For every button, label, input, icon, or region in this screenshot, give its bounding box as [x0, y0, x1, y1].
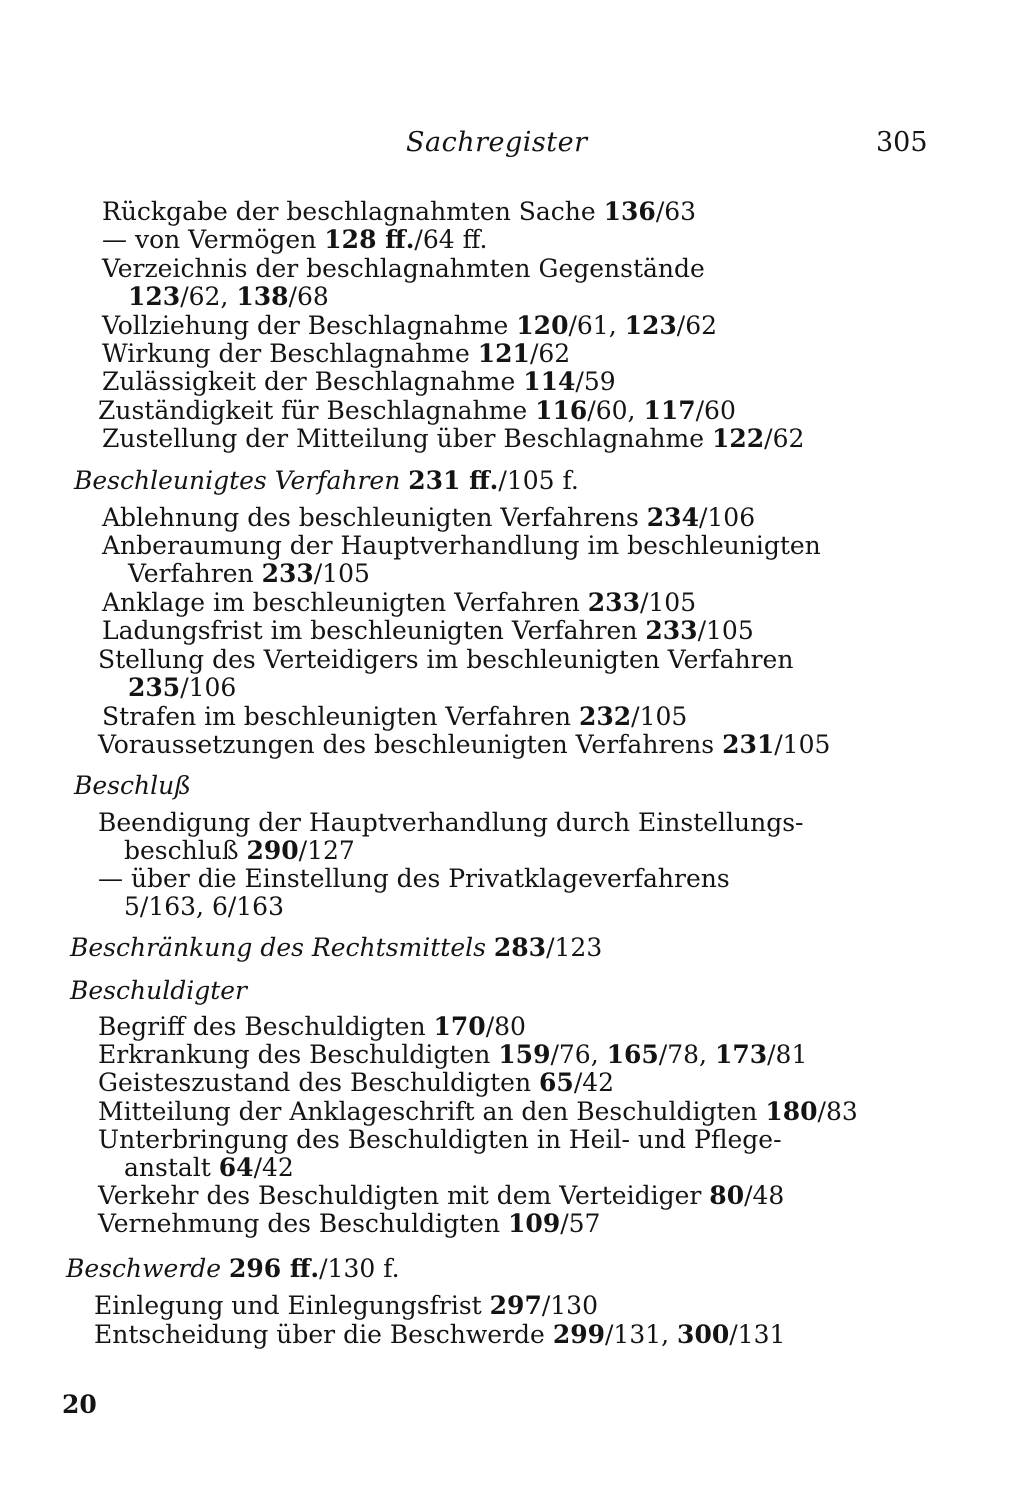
- index-entry: [102, 311, 717, 341]
- index-entry: [102, 503, 755, 533]
- paragraph-ref: 232: [578, 702, 632, 731]
- index-entry: [98, 1012, 526, 1042]
- entry-text: /62: [529, 339, 571, 368]
- paragraph-ref: 120: [516, 311, 569, 340]
- entry-text: /105: [313, 559, 370, 588]
- paragraph-ref: 117: [643, 396, 696, 425]
- entry-text: Verfahren: [128, 559, 262, 588]
- paragraph-ref: 233: [261, 559, 314, 588]
- index-entry: [102, 531, 821, 561]
- entry-text: /42: [253, 1153, 294, 1182]
- entry-text: /42: [573, 1068, 615, 1097]
- paragraph-ref: 233: [587, 588, 640, 617]
- entry-text: /105 f.: [498, 466, 579, 495]
- paragraph-ref: 296 ff.: [229, 1254, 320, 1283]
- entry-text: /59: [575, 367, 616, 396]
- entry-text: Beschränkung des Rechtsmittels: [70, 933, 494, 962]
- index-entry: [98, 396, 736, 426]
- entry-text: Strafen im beschleunigten Verfahren: [102, 702, 579, 731]
- entry-text: Einlegung und Einlegungsfrist: [94, 1291, 490, 1320]
- paragraph-ref: 128 ff.: [324, 225, 415, 254]
- index-entry: [98, 1125, 782, 1155]
- index-entry: [102, 254, 705, 284]
- entry-text: Erkrankung des Beschuldigten: [98, 1040, 499, 1069]
- entry-text: /105: [774, 730, 831, 759]
- paragraph-ref: 299: [552, 1320, 605, 1349]
- paragraph-ref: 180: [765, 1097, 818, 1126]
- running-title: Sachregister: [406, 127, 588, 158]
- index-entry: [98, 1209, 600, 1239]
- entry-text: Zulässigkeit der Beschlagnahme: [102, 367, 524, 396]
- entry-text: /127: [298, 836, 355, 865]
- index-heading: [70, 933, 602, 963]
- entry-text: /105: [697, 616, 754, 645]
- paragraph-ref: 300: [677, 1320, 730, 1349]
- index-entry: [124, 836, 355, 866]
- paragraph-ref: 116: [535, 396, 588, 425]
- entry-text: Voraussetzungen des beschleunigten Verfahrens: [98, 730, 723, 759]
- entry-text: /76,: [550, 1040, 607, 1069]
- paragraph-ref: 138: [236, 282, 289, 311]
- entry-text: /123: [546, 933, 603, 962]
- entry-text: Zustellung der Mitteilung über Beschlagnahme: [102, 424, 712, 453]
- entry-text: Anberaumung der Hauptverhandlung im beschleunigten: [102, 531, 821, 560]
- index-entry: [128, 282, 329, 312]
- entry-text: Ablehnung des beschleunigten Verfahrens: [102, 503, 647, 532]
- paragraph-ref: 283: [493, 933, 547, 962]
- index-entry: [124, 1153, 294, 1183]
- entry-text: /130: [541, 1291, 598, 1320]
- entry-text: /131,: [605, 1320, 678, 1349]
- index-heading: [70, 976, 247, 1006]
- paragraph-ref: 231 ff.: [408, 466, 499, 495]
- entry-text: /106: [180, 673, 237, 702]
- entry-text: /106: [698, 503, 756, 532]
- entry-text: — über die Einstellung des Privatklageverfahrens: [98, 864, 730, 893]
- entry-text: /105: [639, 588, 697, 617]
- entry-text: /62: [676, 311, 718, 340]
- page-number: 305: [876, 127, 928, 158]
- index-entry: [98, 808, 804, 838]
- paragraph-ref: 65: [539, 1068, 574, 1097]
- entry-text: Rückgabe der beschlagnahmten Sache: [102, 197, 604, 226]
- index-entry: [102, 702, 687, 732]
- index-entry: [102, 367, 616, 397]
- entry-text: /81: [767, 1040, 808, 1069]
- entry-text: /63: [655, 197, 697, 226]
- index-heading: [74, 466, 579, 496]
- entry-text: /62: [764, 424, 805, 453]
- entry-text: anstalt: [124, 1153, 219, 1182]
- index-entry: [102, 616, 754, 646]
- index-entry: [94, 1291, 598, 1321]
- index-entry: [98, 1040, 807, 1070]
- entry-text: Begriff des Beschuldigten: [98, 1012, 434, 1041]
- entry-text: 5/163, 6/163: [124, 892, 284, 921]
- paragraph-ref: 165: [606, 1040, 659, 1069]
- index-entry: [102, 197, 696, 227]
- entry-text: Zuständigkeit für Beschlagnahme: [98, 396, 536, 425]
- entry-text: Verkehr des Beschuldigten mit dem Verteidiger: [98, 1181, 710, 1210]
- index-entry: [128, 673, 236, 703]
- entry-text: /131: [729, 1320, 786, 1349]
- entry-text: Beschwerde: [66, 1254, 229, 1283]
- paragraph-ref: 235: [128, 673, 181, 702]
- entry-text: Wirkung der Beschlagnahme: [102, 339, 478, 368]
- entry-text: Anklage im beschleunigten Verfahren: [102, 588, 588, 617]
- entry-text: /61,: [568, 311, 625, 340]
- entry-text: Unterbringung des Beschuldigten in Heil- und Pflege-: [98, 1125, 782, 1154]
- entry-text: Stellung des Verteidigers im beschleunigten Verfahren: [98, 645, 794, 674]
- entry-text: /60,: [587, 396, 644, 425]
- entry-text: /83: [817, 1097, 858, 1126]
- paragraph-ref: 114: [523, 367, 576, 396]
- entry-text: Beschluß: [74, 771, 191, 800]
- index-entry: [124, 892, 284, 922]
- entry-text: Verzeichnis der beschlagnahmten Gegenstände: [102, 254, 705, 283]
- entry-text: Ladungsfrist im beschleunigten Verfahren: [102, 616, 646, 645]
- paragraph-ref: 290: [246, 836, 299, 865]
- index-heading: [74, 771, 191, 801]
- entry-text: Mitteilung der Anklageschrift an den Beschuldigten: [98, 1097, 766, 1126]
- entry-text: Geisteszustand des Beschuldigten: [98, 1068, 540, 1097]
- entry-text: /60: [695, 396, 736, 425]
- paragraph-ref: 170: [433, 1012, 486, 1041]
- index-entry: [98, 864, 730, 894]
- paragraph-ref: 234: [646, 503, 699, 532]
- index-entry: [98, 730, 830, 760]
- entry-text: /68: [288, 282, 329, 311]
- entry-text: — von Vermögen: [102, 225, 325, 254]
- paragraph-ref: 297: [489, 1291, 542, 1320]
- entry-text: Vollziehung der Beschlagnahme: [102, 311, 517, 340]
- entry-text: /78,: [658, 1040, 715, 1069]
- entry-text: Beschuldigter: [70, 976, 247, 1005]
- entry-text: Beschleunigtes Verfahren: [74, 466, 409, 495]
- entry-text: /62,: [180, 282, 237, 311]
- entry-text: /64 ff.: [414, 225, 488, 254]
- index-entry: [128, 559, 370, 589]
- paragraph-ref: 121: [477, 339, 530, 368]
- index-entry: [102, 225, 487, 255]
- index-entry: [94, 1320, 785, 1350]
- entry-text: /48: [744, 1181, 785, 1210]
- entry-text: /130 f.: [319, 1254, 400, 1283]
- index-entry: [98, 1068, 614, 1098]
- entry-text: /80: [485, 1012, 526, 1041]
- index-entry: [102, 339, 570, 369]
- paragraph-ref: 159: [498, 1040, 551, 1069]
- entry-text: Beendigung der Hauptverhandlung durch Einstellungs-: [98, 808, 804, 837]
- index-entry: [98, 1181, 784, 1211]
- index-heading: [66, 1254, 400, 1284]
- paragraph-ref: 80: [709, 1181, 745, 1210]
- signature-mark: 20: [62, 1390, 97, 1419]
- paragraph-ref: 231: [722, 730, 775, 759]
- index-entry: [102, 588, 696, 618]
- entry-text: beschluß: [124, 836, 247, 865]
- entry-text: /105: [631, 702, 688, 731]
- entry-text: Entscheidung über die Beschwerde: [94, 1320, 553, 1349]
- paragraph-ref: 123: [128, 282, 181, 311]
- paragraph-ref: 173: [714, 1040, 768, 1069]
- entry-text: /57: [560, 1209, 601, 1238]
- entry-text: Vernehmung des Beschuldigten: [98, 1209, 509, 1238]
- paragraph-ref: 64: [218, 1153, 254, 1182]
- index-entry: [98, 645, 793, 675]
- paragraph-ref: 123: [624, 311, 677, 340]
- paragraph-ref: 109: [508, 1209, 561, 1238]
- paragraph-ref: 122: [711, 424, 765, 453]
- paragraph-ref: 233: [645, 616, 698, 645]
- paragraph-ref: 136: [603, 197, 656, 226]
- index-entry: [98, 1097, 858, 1127]
- index-entry: [102, 424, 804, 454]
